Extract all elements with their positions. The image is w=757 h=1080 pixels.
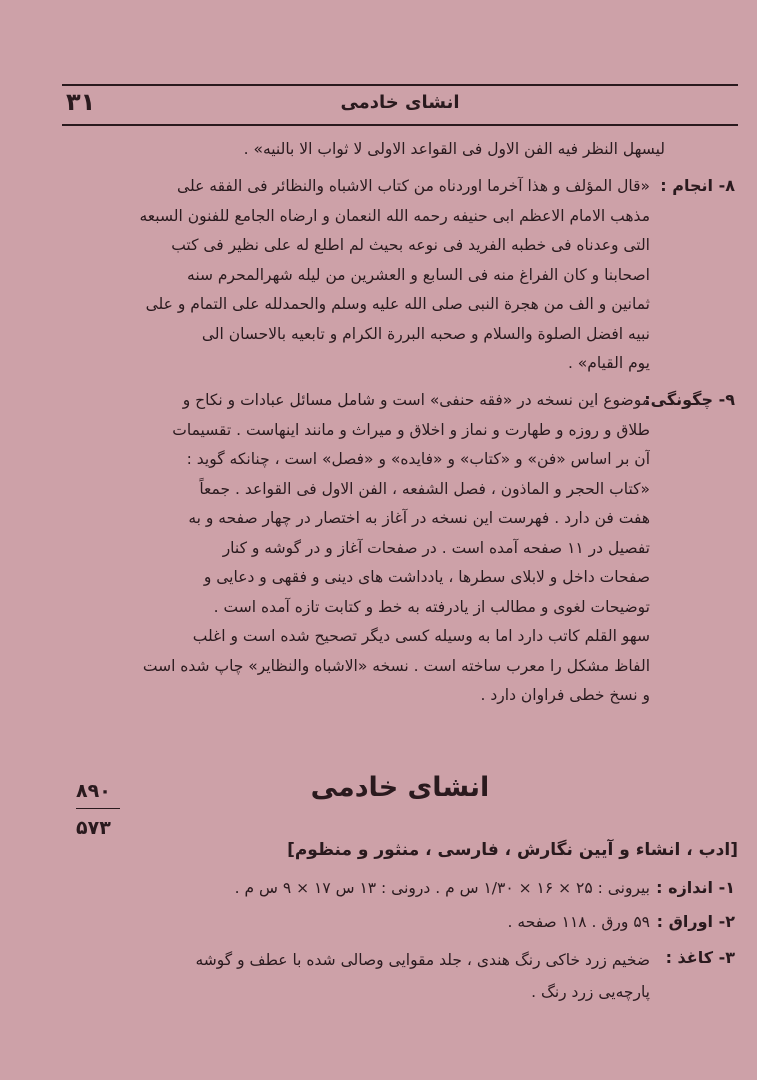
text-line: «کتاب الحجر و الماذون ، فصل الشفعه ، الفن الاول فی القواعد . جمعاً <box>199 479 650 498</box>
detail-3-label <box>666 948 735 967</box>
detail-2-heading: اوراق : <box>656 912 714 931</box>
header-bottom-rule <box>62 124 738 126</box>
detail-2-number: ۲- <box>718 912 735 931</box>
detail-1-number: ۱- <box>718 878 735 897</box>
page-number: ۳۱ <box>66 88 96 116</box>
text-line: اصحابنا و کان الفراغ منه فی السابع و العشرین من لیله شهرالمحرم سنه <box>187 265 650 284</box>
entry-8-label <box>660 176 735 195</box>
catalog-number-divider <box>76 808 120 809</box>
text-line: «قال المؤلف و هذا آخرما اوردناه من کتاب الاشباه والنظائر فی الفقه علی <box>177 177 650 195</box>
entry-8-number: ۸- <box>718 176 735 195</box>
text-line: ثمانین و الف من هجرة النبی صلی الله علیه وسلم والحمدلله علی التمام و علی <box>145 295 650 313</box>
text-line: نبیه افضل الصلوة والسلام و صحبه البررة الکرام و تابعیه بالاحسان الی <box>201 324 650 343</box>
catalog-number-bottom: ۵۷۳ <box>76 817 111 839</box>
text-line: موضوع این نسخه در «فقه حنفی» است و شامل مسائل عبادات و نکاح و <box>182 391 650 409</box>
detail-2-text <box>300 908 650 938</box>
text-line: پارچه‌یی زرد رنگ . <box>531 983 650 1001</box>
text-line: التی وعدناه فی خطبه الفرید فی نوعه بحیث لم اطلع له علی نظیر فی کتب <box>171 236 650 254</box>
entry-9-heading: چگونگی: <box>644 390 714 409</box>
entry-9-text <box>72 386 650 711</box>
text-line: توضیحات لغوی و مطالب از یادرفته به خط و کتابت تازه آمده است . <box>213 597 650 616</box>
text-line: بیرونی : ۲۵ × ۱۶ × ۱/۳۰ س م . درونی : ۱۳ س ۱۷ × ۹ س م . <box>234 879 650 897</box>
entry-8-heading: انجام : <box>660 176 714 195</box>
entry-9-number: ۹- <box>718 390 735 409</box>
detail-3-heading: کاغذ : <box>665 948 714 967</box>
detail-1-text <box>150 874 650 904</box>
detail-2-label <box>657 912 735 931</box>
text-line: آن بر اساس «فن» و «کتاب» و «فایده» و «فصل» است ، چنانکه گوید : <box>186 450 650 468</box>
text-line: تفصیل در ۱۱ صفحه آمده است . در صفحات آغاز و در گوشه و کنار <box>222 538 650 557</box>
text-line: سهو القلم کاتب دارد اما به وسیله کسی دیگر تصحیح شده است و اغلب <box>192 627 650 645</box>
text-line: الفاظ مشکل را معرب ساخته است . نسخه «الاشباه والنظایر» چاپ شده است <box>142 656 650 675</box>
text-line: مذهب الامام الاعظم ابی حنیفه رحمه الله النعمان و ارضاه الجامع للفنون السبعه <box>139 206 650 225</box>
detail-1-heading: اندازه : <box>656 878 714 897</box>
text-line: و نسخ خطی فراوان دارد . <box>480 686 650 704</box>
header-top-rule <box>62 84 738 86</box>
entry-9-label <box>644 390 735 409</box>
text-line: طلاق و روزه و طهارت و نماز و اخلاق و میراث و مانند اینهاست . تقسیمات <box>172 420 650 439</box>
detail-3-number: ۳- <box>718 948 735 967</box>
detail-3-text <box>72 944 650 1008</box>
section-title: انشای خادمی <box>310 772 490 803</box>
text-line: ضخیم زرد خاکی رنگ هندی ، جلد مقوایی وصالی شده با عطف و گوشه <box>195 951 650 969</box>
running-title: انشای خادمی <box>340 92 460 113</box>
continuation-text: لیسهل النظر فیه الفن الاول فی القواعد الاولی لا ثواب الا بالنیه» . <box>243 140 665 158</box>
section-subtitle: [ادب ، انشاء و آیین نگارش ، فارسی ، منثور و منظوم] <box>287 840 738 860</box>
catalog-number-top: ۸۹۰ <box>76 780 111 802</box>
entry-8-text <box>72 172 650 379</box>
text-line: صفحات داخل و لابلای سطرها ، یادداشت های دینی و فقهی و دعایی و <box>203 568 650 586</box>
detail-1-label <box>656 878 735 897</box>
text-line: هفت فن دارد . فهرست این نسخه در آغاز به اختصار در چهار صفحه و به <box>188 509 650 527</box>
text-line: ۵۹ ورق . ۱۱۸ صفحه . <box>507 913 650 931</box>
text-line: یوم القیام» . <box>567 354 650 372</box>
